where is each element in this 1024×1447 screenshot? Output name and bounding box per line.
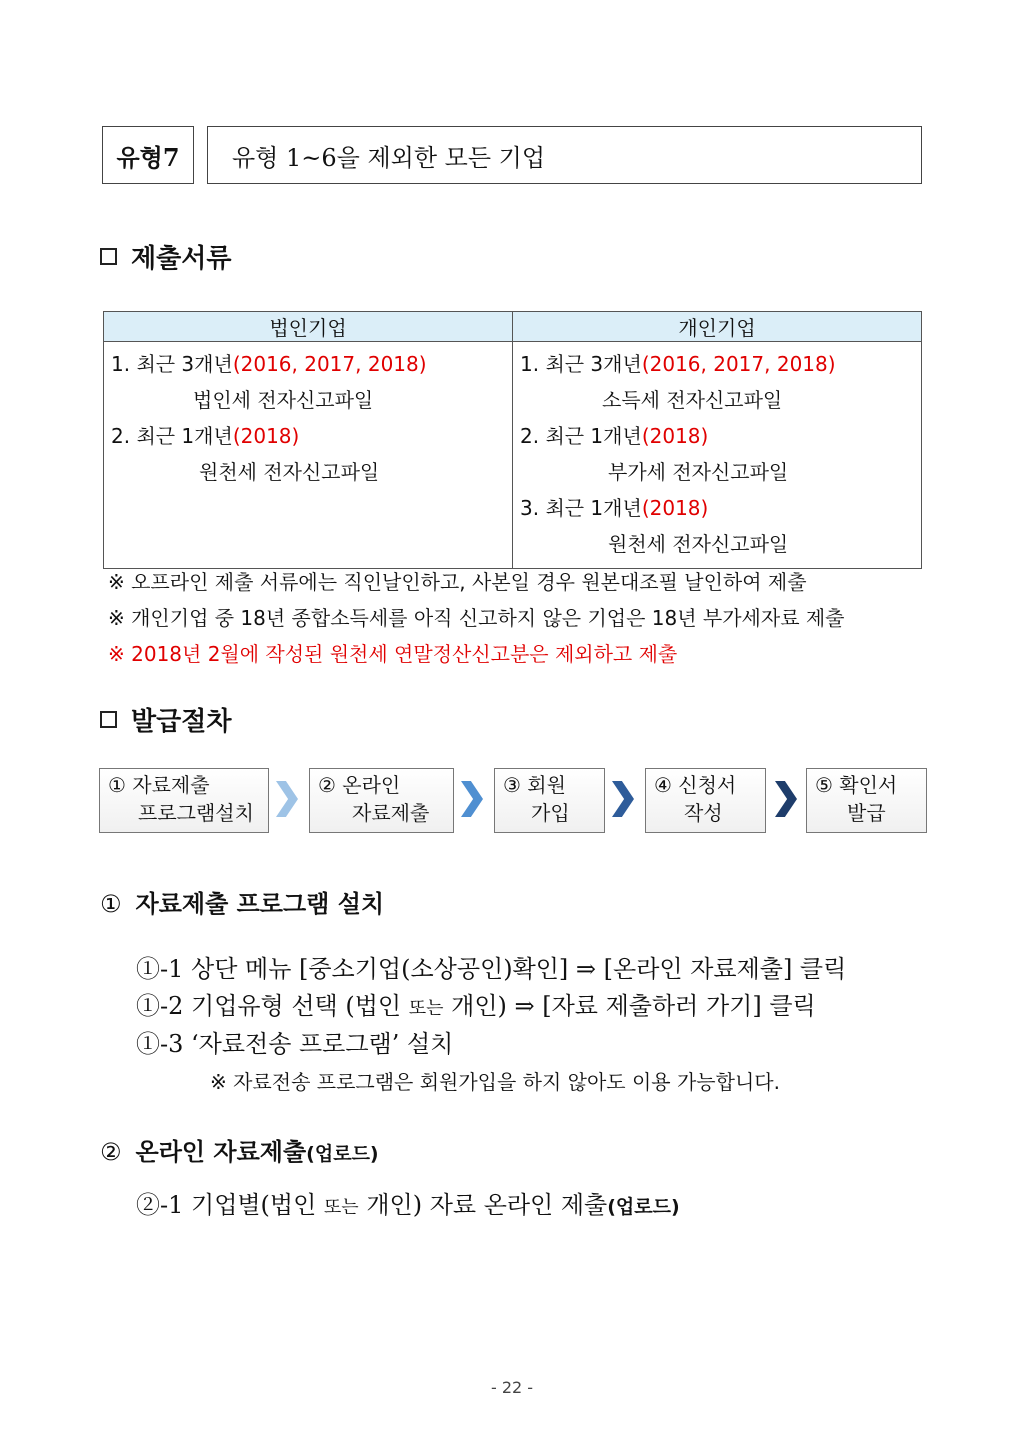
list-item: 원천세 전자신고파일	[199, 460, 380, 484]
type-label: 유형7	[102, 126, 194, 184]
step-label: 가입	[531, 801, 570, 825]
process-step-3	[494, 768, 605, 833]
chevron-right-icon	[775, 781, 797, 817]
step1-item-3: ①-3 ‘자료전송 프로그램’ 설치	[136, 1030, 454, 1058]
step-label: ③ 회원	[503, 773, 566, 797]
step2-item-1: ②-1 기업별(법인 또는 개인) 자료 온라인 제출(업로드)	[136, 1191, 680, 1219]
list-item: 3. 최근 1개년(2018)	[520, 496, 709, 520]
step1-title: 자료제출 프로그램 설치	[135, 890, 385, 918]
individual-docs-cell	[513, 342, 922, 569]
section-process-heading	[100, 701, 231, 738]
step-label: ① 자료제출	[108, 773, 210, 797]
section-docs-heading	[100, 238, 231, 275]
page-number: - 22 -	[490, 1378, 534, 1397]
corporate-docs-cell	[104, 342, 513, 569]
step1-note: ※ 자료전송 프로그램은 회원가입을 하지 않아도 이용 가능합니다.	[210, 1070, 780, 1094]
process-step-2	[309, 768, 454, 833]
chevron-right-icon	[612, 781, 634, 817]
list-item: 2. 최근 1개년(2018)	[111, 424, 300, 448]
list-item: 1. 최근 3개년(2016, 2017, 2018)	[111, 352, 427, 376]
step-label: 발급	[847, 801, 886, 825]
step2-title-suffix: (업로드)	[306, 1143, 379, 1165]
list-item: 원천세 전자신고파일	[608, 532, 789, 556]
step2-number: ②	[100, 1138, 122, 1166]
list-item: 1. 최근 3개년(2016, 2017, 2018)	[520, 352, 836, 376]
table-header-individual: 개인기업	[513, 312, 922, 342]
type-description: 유형 1~6을 제외한 모든 기업	[207, 126, 922, 184]
table-header-corporate: 법인기업	[104, 312, 513, 342]
section-process-title: 발급절차	[131, 707, 232, 737]
section-docs-title: 제출서류	[131, 244, 232, 274]
checkbox-square-icon	[100, 711, 117, 728]
process-step-1	[99, 768, 269, 833]
list-item: 소득세 전자신고파일	[602, 388, 783, 412]
step2-title: 온라인 자료제출	[135, 1138, 307, 1166]
note-individual: ※ 개인기업 중 18년 종합소득세를 아직 신고하지 않은 기업은 18년 부가세자료 제출	[108, 606, 845, 630]
step-label: 자료제출	[352, 801, 430, 825]
step1-item-2: ①-2 기업유형 선택 (법인 또는 개인) ⇒ [자료 제출하러 가기] 클릭	[136, 992, 816, 1020]
step1-number: ①	[100, 890, 122, 918]
chevron-right-icon	[276, 781, 298, 817]
checkbox-square-icon	[100, 248, 117, 265]
process-step-4	[645, 768, 766, 833]
step1-heading	[100, 884, 384, 919]
step-label: 작성	[684, 801, 723, 825]
process-step-5	[806, 768, 927, 833]
step1-item-1: ①-1 상단 메뉴 [중소기업(소상공인)확인] ⇒ [온라인 자료제출] 클릭	[136, 955, 847, 983]
step-label: ⑤ 확인서	[815, 773, 898, 797]
chevron-right-icon	[461, 781, 483, 817]
documents-table	[103, 311, 922, 569]
step-label: ② 온라인	[318, 773, 401, 797]
step2-heading	[100, 1132, 379, 1167]
step-label: 프로그램설치	[138, 801, 254, 825]
list-item: 법인세 전자신고파일	[193, 388, 374, 412]
list-item: 부가세 전자신고파일	[608, 460, 789, 484]
note-offline: ※ 오프라인 제출 서류에는 직인날인하고, 사본일 경우 원본대조필 날인하여 제출	[108, 570, 807, 594]
step-label: ④ 신청서	[654, 773, 737, 797]
note-exclusion: ※ 2018년 2월에 작성된 원천세 연말정산신고분은 제외하고 제출	[108, 642, 678, 666]
list-item: 2. 최근 1개년(2018)	[520, 424, 709, 448]
